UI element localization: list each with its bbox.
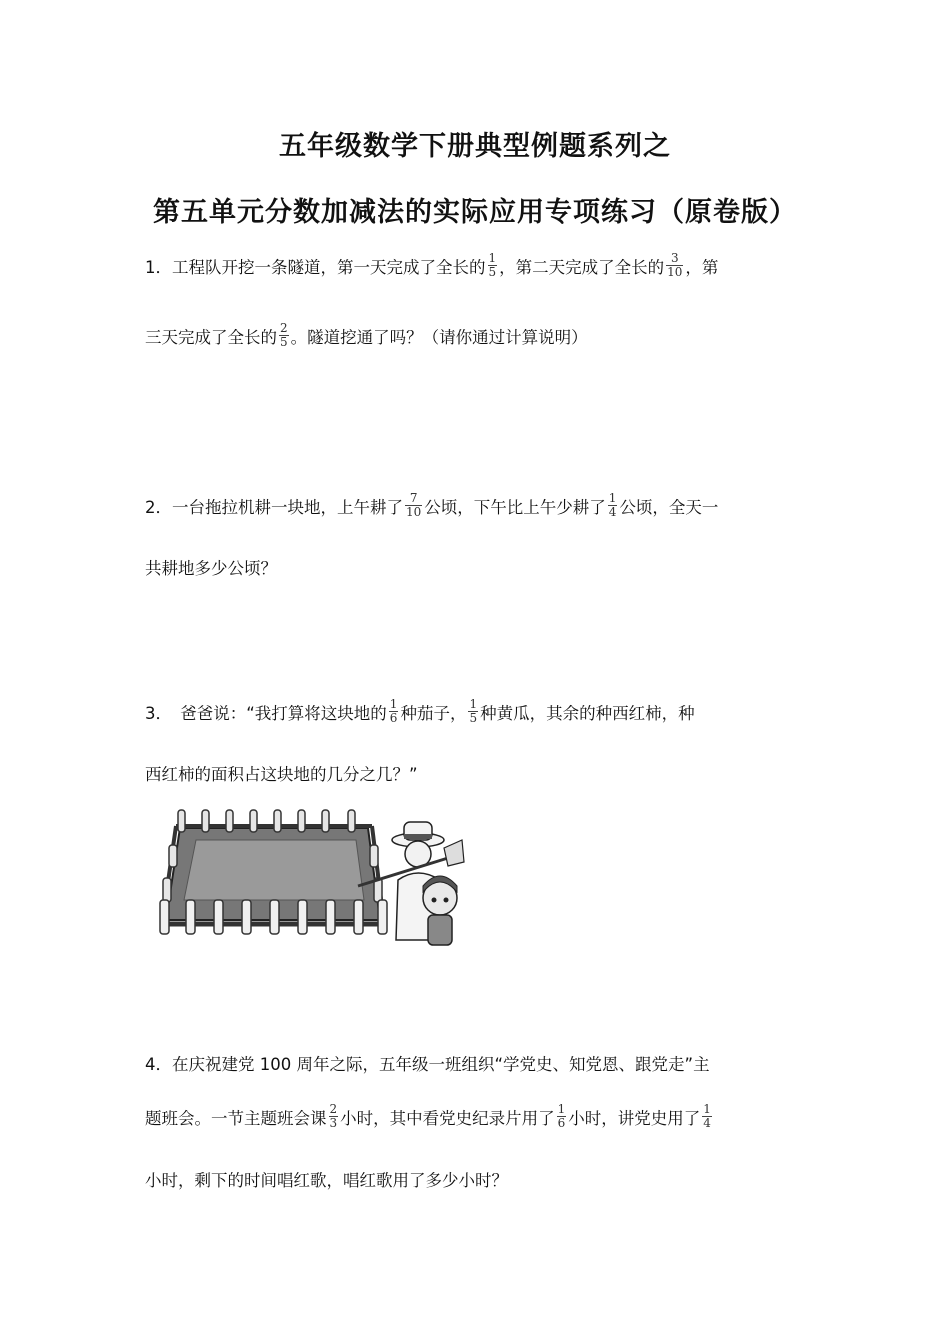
q1-f1-den: 5 (488, 265, 497, 279)
q3-text4: 西红柿的面积占这块地的几分之几？” (145, 765, 418, 784)
q2-fraction-2 (608, 492, 618, 519)
q4-text4: 小时，讲党史用了 (568, 1108, 701, 1128)
q4-text5: 小时，剩下的时间唱红歌，唱红歌用了多少小时？ (145, 1171, 508, 1190)
q4-f1-den: 3 (329, 1116, 338, 1130)
q2-line2 (145, 555, 277, 579)
q3-text3: 种黄瓜，其余的种西红柿，种 (480, 703, 695, 723)
q1-f2-num: 3 (670, 251, 679, 265)
title-main: 第五单元分数加减法的实际应用专项练习（原卷版） (153, 197, 797, 228)
q3-line2 (145, 761, 418, 785)
q2-fraction-1 (405, 492, 422, 519)
q1-f3-den: 5 (280, 335, 288, 349)
field-illustration (158, 800, 468, 952)
q1-fraction-2 (666, 252, 683, 279)
q4-line2 (145, 1103, 714, 1130)
q4-f2-den: 6 (557, 1116, 566, 1130)
q4-line3 (145, 1167, 508, 1191)
q4-f1-num: 2 (329, 1102, 338, 1116)
q2-f2-den: 4 (608, 505, 617, 519)
q3-text1: 3． 爸爸说：“我打算将这块地的 (145, 703, 387, 723)
q1-line2 (145, 322, 588, 349)
q3-line1 (145, 698, 695, 725)
q2-line1 (145, 492, 718, 519)
q1-text4: 三天完成了全长的 (145, 327, 277, 347)
q3-text2: 种茄子， (400, 703, 467, 723)
q4-text3: 小时，其中看党史纪录片用了 (340, 1108, 555, 1128)
q4-f3-den: 4 (703, 1116, 711, 1130)
q3-fraction-2 (468, 698, 478, 725)
q4-text1: 4．在庆祝建党 100 周年之际，五年级一班组织“学党史、知党恩、跟党走”主 (145, 1055, 710, 1074)
field-inner (184, 840, 364, 900)
q2-text3: 公顷，全天一 (619, 497, 719, 517)
q1-f3-num: 2 (280, 321, 288, 335)
q4-fraction-2 (557, 1103, 567, 1130)
q4-fraction-3 (702, 1103, 712, 1130)
q1-f2-den: 10 (667, 265, 683, 279)
q4-f3-num: 1 (703, 1102, 711, 1116)
q1-text1: 1．工程队开挖一条隧道，第一天完成了全长的 (145, 257, 486, 277)
q1-line1 (145, 252, 718, 279)
q2-text4: 共耕地多少公顷？ (145, 559, 277, 578)
q1-text3: ，第 (685, 257, 719, 277)
q3-f1-den: 6 (389, 711, 398, 725)
title-series: 五年级数学下册典型例题系列之 (279, 131, 671, 162)
q4-line1 (145, 1051, 710, 1075)
q2-text2: 公顷，下午比上午少耕了 (424, 497, 606, 517)
q1-text2: ，第二天完成了全长的 (499, 257, 665, 277)
q3-f1-num: 1 (389, 697, 398, 711)
q1-text5: 。隧道挖通了吗？（请你通过计算说明） (290, 327, 588, 347)
q2-f1-num: 7 (409, 491, 418, 505)
q2-text1: 2．一台拖拉机耕一块地，上午耕了 (145, 497, 403, 517)
child-figure (423, 876, 457, 945)
q3-f2-num: 1 (469, 697, 478, 711)
q4-fraction-1 (329, 1103, 339, 1130)
q3-fraction-1 (389, 698, 399, 725)
q2-f1-den: 10 (406, 505, 422, 519)
q4-f2-num: 1 (557, 1102, 566, 1116)
q1-fraction-3 (279, 322, 289, 349)
q3-f2-den: 5 (469, 711, 478, 725)
q1-f1-num: 1 (488, 251, 497, 265)
q2-f2-num: 1 (608, 491, 617, 505)
q4-text2: 题班会。一节主题班会课 (145, 1108, 327, 1128)
q1-fraction-1 (488, 252, 498, 279)
